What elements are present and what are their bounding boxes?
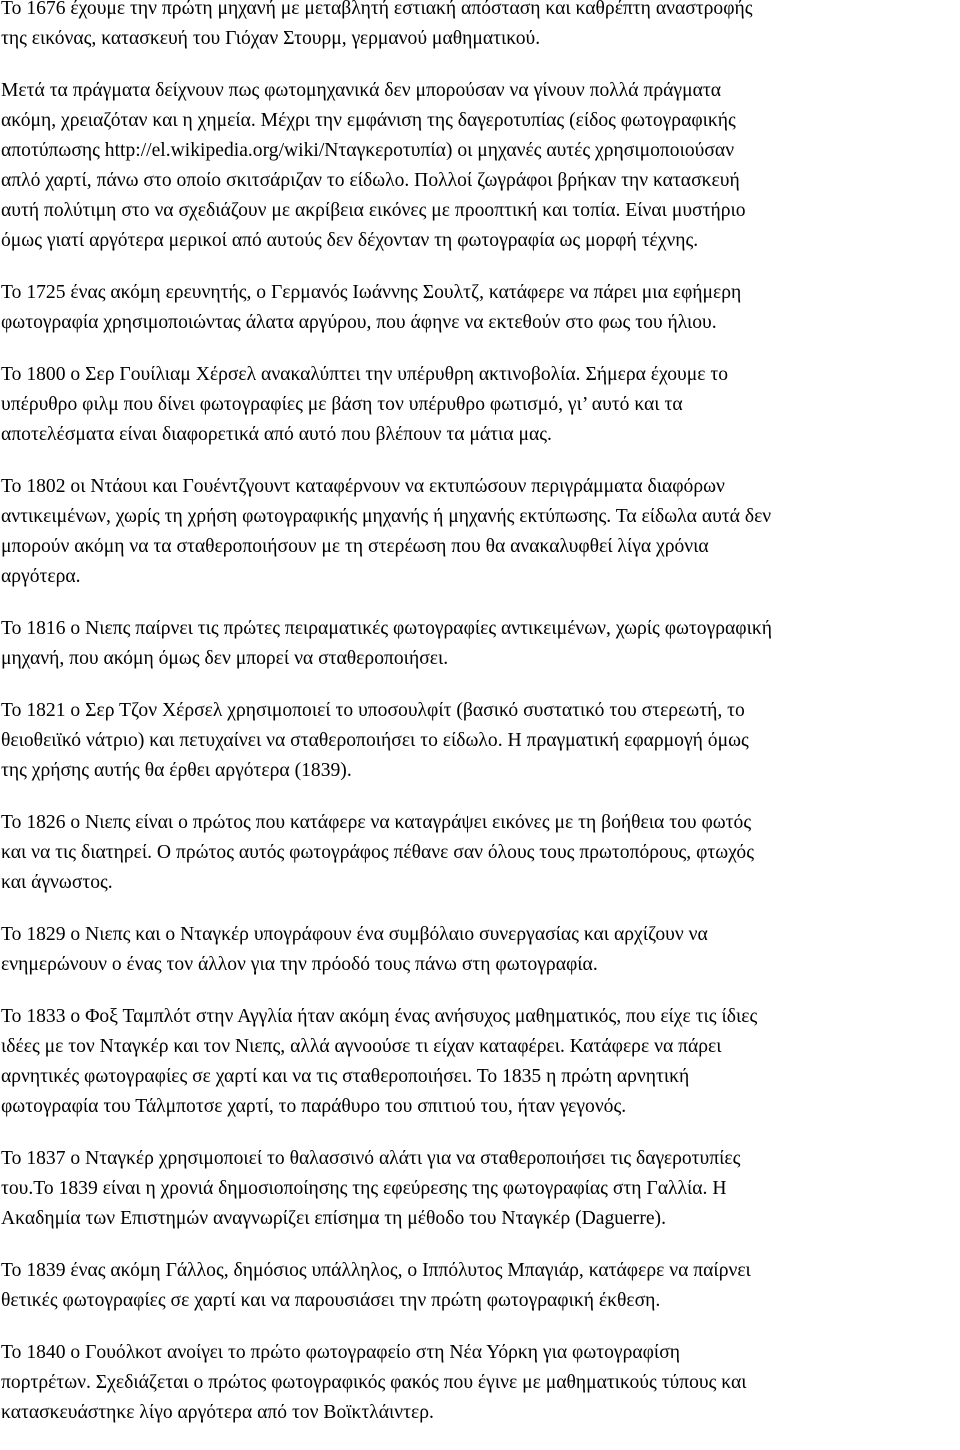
text-line: μπορούν ακόμη να τα σταθεροποιήσουν με τη στερέωση που θα ανακαλυφθεί λίγα χρόνια — [1, 536, 709, 557]
paragraph-1816 — [1, 614, 959, 674]
text-line: και να τις διατηρεί. Ο πρώτος αυτός φωτογράφος πέθανε σαν όλους τους πρωτοπόρους, φτωχός — [1, 842, 754, 863]
text-line: Το 1826 ο Νιεπς είναι ο πρώτος που κατάφερε να καταγράψει εικόνες με τη βοήθεια του φωτός — [1, 812, 752, 833]
text-line: θειοθειϊκό νάτριο) και πετυχαίνει να σταθεροποιήσει το είδωλο. Η πραγματική εφαρμογή όμως — [1, 730, 749, 751]
text-line: Το 1802 οι Ντάουι και Γουέντζγουντ καταφέρνουν να εκτυπώσουν περιγράμματα διαφόρων — [1, 476, 725, 497]
text-line: απλό χαρτί, πάνω στο οποίο σκιτσάριζαν το είδωλο. Πολλοί ζωγράφοι βρήκαν την κατασκευή — [1, 170, 740, 191]
text-line: κατασκευάστηκε λίγο αργότερα από τον Βοϊκτλάιντερ. — [1, 1402, 434, 1423]
text-line: Το 1833 ο Φοξ Ταμπλότ στην Αγγλία ήταν ακόμη ένας ανήσυχος μαθηματικός, που είχε τις ίδιες — [1, 1006, 758, 1027]
document-page — [1, 0, 959, 1450]
text-line: της εικόνας, κατασκευή του Γιόχαν Στουρμ, γερμανού μαθηματικού. — [1, 28, 541, 49]
text-line: ακόμη, χρειαζόταν και η χημεία. Μέχρι την εμφάνιση της δαγεροτυπίας (είδος φωτογραφικής — [1, 110, 736, 131]
text-line: της χρήσης αυτής θα έρθει αργότερα (1839). — [1, 760, 352, 781]
paragraph-1833 — [1, 1002, 959, 1122]
paragraph-1839 — [1, 1256, 959, 1316]
text-line: όμως γιατί αργότερα μερικοί από αυτούς δεν δέχονταν τη φωτογραφία ως μορφή τέχνης. — [1, 230, 699, 251]
text-line: Ακαδημία των Επιστημών αναγνωρίζει επίσημα τη μέθοδο του Νταγκέρ (Daguerre). — [1, 1208, 666, 1229]
text-line: Το 1829 ο Νιεπς και ο Νταγκέρ υπογράφουν ένα συμβόλαιο συνεργασίας και αρχίζουν να — [1, 924, 708, 945]
paragraph-1821 — [1, 696, 959, 786]
text-line: υπέρυθρο φιλμ που δίνει φωτογραφίες με βάση τον υπέρυθρο φωτισμό, γι’ αυτό και τα — [1, 394, 683, 415]
text-line-with-link[interactable]: αποτύπωσης http://el.wikipedia.org/wiki/Νταγκεροτυπία) οι μηχανές αυτές χρησιμοποιούσαν — [1, 140, 735, 161]
paragraph-1676 — [1, 0, 959, 54]
paragraph-1829 — [1, 920, 959, 980]
text-line: αργότερα. — [1, 566, 81, 587]
text-line: Το 1676 έχουμε την πρώτη μηχανή με μεταβλητή εστιακή απόσταση και καθρέπτη αναστροφής — [1, 0, 753, 19]
text-line: αρνητικές φωτογραφίες σε χαρτί και να τις σταθεροποιήσει. Το 1835 η πρώτη αρνητική — [1, 1066, 690, 1087]
text-line: φωτογραφία χρησιμοποιώντας άλατα αργύρου, που άφηνε να εκτεθούν στο φως του ήλιου. — [1, 312, 717, 333]
paragraph-1800 — [1, 360, 959, 450]
text-line: Το 1839 ένας ακόμη Γάλλος, δημόσιος υπάλληλος, ο Ιππόλυτος Μπαγιάρ, κατάφερε να παίρνει — [1, 1260, 751, 1281]
paragraph-chemistry — [1, 76, 959, 256]
text-line: Το 1725 ένας ακόμη ερευνητής, ο Γερμανός Ιωάννης Σουλτζ, κατάφερε να πάρει μια εφήμερη — [1, 282, 742, 303]
text-line: Το 1816 ο Νιεπς παίρνει τις πρώτες πειραματικές φωτογραφίες αντικειμένων, χωρίς φωτογραφική — [1, 618, 772, 639]
text-line: ιδέες με τον Νταγκέρ και τον Νιεπς, αλλά αγνοούσε τι είχαν καταφέρει. Κατάφερε να πάρει — [1, 1036, 722, 1057]
text-line: του.Το 1839 είναι η χρονιά δημοσιοποίησης της εφεύρεσης της φωτογραφίας στη Γαλλία. Η — [1, 1178, 727, 1199]
text-line: φωτογραφία του Τάλμποτσε χαρτί, το παράθυρο του σπιτιού του, ήταν γεγονός. — [1, 1096, 627, 1117]
paragraph-1725 — [1, 278, 959, 338]
text-line: αντικειμένων, χωρίς τη χρήση φωτογραφικής μηχανής ή μηχανής εκτύπωσης. Τα είδωλα αυτά δεν — [1, 506, 772, 527]
text-line: αποτελέσματα είναι διαφορετικά από αυτό που βλέπουν τα μάτια μας. — [1, 424, 552, 445]
text-line: πορτρέτων. Σχεδιάζεται ο πρώτος φωτογραφικός φακός που έγινε με μαθηματικούς τύπους και — [1, 1372, 747, 1393]
paragraph-1840 — [1, 1338, 959, 1428]
text-line: και άγνωστος. — [1, 872, 113, 893]
text-line: Το 1800 ο Σερ Γουίλιαμ Χέρσελ ανακαλύπτει την υπέρυθρη ακτινοβολία. Σήμερα έχουμε το — [1, 364, 729, 385]
text-line: μηχανή, που ακόμη όμως δεν μπορεί να σταθεροποιήσει. — [1, 648, 449, 669]
text-line: ενημερώνουν ο ένας τον άλλον για την πρόοδό τους πάνω στη φωτογραφία. — [1, 954, 598, 975]
text-line: Το 1840 ο Γουόλκοτ ανοίγει το πρώτο φωτογραφείο στη Νέα Υόρκη για φωτογραφίση — [1, 1342, 680, 1363]
text-line: θετικές φωτογραφίες σε χαρτί και να παρουσιάσει την πρώτη φωτογραφική έκθεση. — [1, 1290, 661, 1311]
paragraph-1837 — [1, 1144, 959, 1234]
text-line: Το 1821 ο Σερ Τζον Χέρσελ χρησιμοποιεί το υποσουλφίτ (βασικό συστατικό του στερεωτή, το — [1, 700, 745, 721]
text-line: Μετά τα πράγματα δείχνουν πως φωτομηχανικά δεν μπορούσαν να γίνουν πολλά πράγματα — [1, 80, 721, 101]
paragraph-1802 — [1, 472, 959, 592]
paragraph-1826 — [1, 808, 959, 898]
text-line: Το 1837 ο Νταγκέρ χρησιμοποιεί το θαλασσινό αλάτι για να σταθεροποιήσει τις δαγεροτυπίες — [1, 1148, 741, 1169]
text-line: αυτή πολύτιμη στο να σχεδιάζουν με ακρίβεια εικόνες με προοπτική και τοπία. Είναι μυστήριο — [1, 200, 746, 221]
